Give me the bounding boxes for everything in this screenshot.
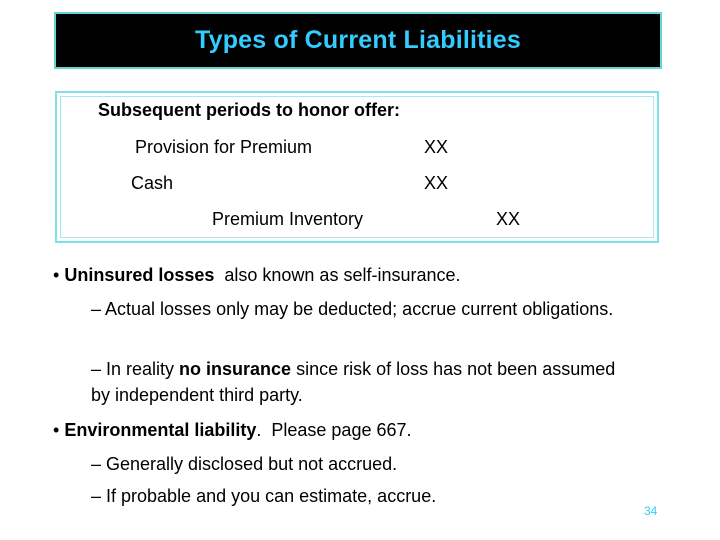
- title-bar: [54, 12, 662, 69]
- bullet-uninsured-losses: [53, 265, 461, 285]
- entry-account: Cash: [131, 173, 174, 193]
- bullet-term: Environmental liability: [64, 420, 257, 440]
- bullet-environmental-liability: [53, 420, 412, 440]
- entry-account: Premium Inventory: [212, 209, 364, 229]
- bullet-marker: •: [53, 265, 60, 285]
- entry-amount: XX: [424, 137, 449, 157]
- sub-point: [91, 483, 621, 509]
- sub-point: [91, 451, 621, 477]
- page-number: 34: [644, 504, 658, 518]
- sub-point-emphasis: no insurance: [179, 359, 292, 379]
- bullet-marker: •: [53, 420, 60, 440]
- sub-point: [91, 356, 621, 408]
- entry-amount: XX: [424, 173, 449, 193]
- bullet-text: also known as self-insurance.: [214, 265, 461, 285]
- bullet-text: . Please page 667.: [256, 420, 412, 440]
- sub-point-text: – Actual losses only may be deducted; accrue current obligations.: [91, 299, 614, 319]
- entry-heading: Subsequent periods to honor offer:: [98, 100, 400, 120]
- entry-amount: XX: [496, 209, 521, 229]
- sub-point: [91, 296, 621, 322]
- sub-point-text: since risk of loss has not been assumed by independent third party.: [91, 359, 616, 405]
- sub-point-text: – Generally disclosed but not accrued.: [91, 454, 398, 474]
- sub-point-text: – If probable and you can estimate, accrue.: [91, 486, 437, 506]
- bullet-term: Uninsured losses: [64, 265, 215, 285]
- entry-account: Provision for Premium: [135, 137, 313, 157]
- sub-point-text: – In reality: [91, 359, 180, 379]
- slide-title: Types of Current Liabilities: [194, 26, 522, 54]
